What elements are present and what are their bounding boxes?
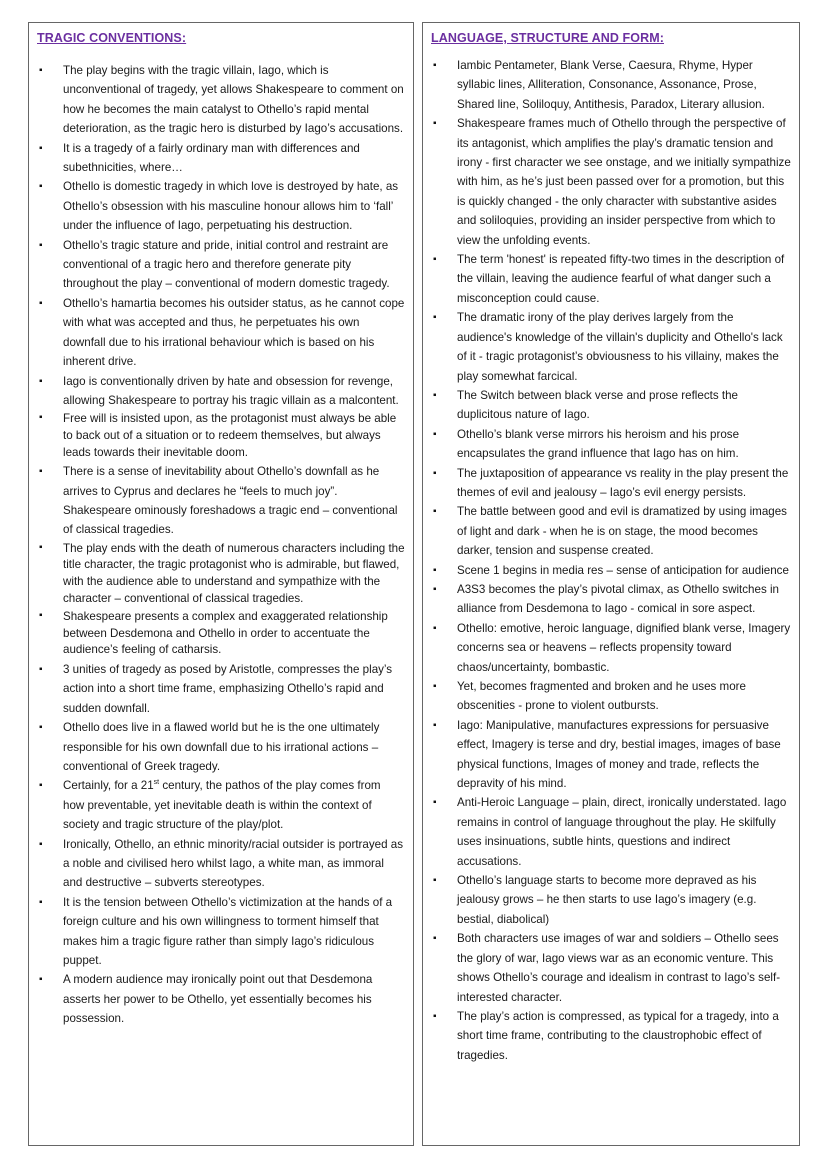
list-item: ▪ Free will is insisted upon, as the protagonist must always be able to back out of a situation or to redeem themselves, but always leads towards their inevitable doom. [37,410,405,462]
language-structure-form-column [422,22,800,1146]
list-item: ▪ Othello’s blank verse mirrors his heroism and his prose encapsulates the grand influence that Iago has on him. [431,425,791,464]
language-structure-form-heading: LANGUAGE, STRUCTURE AND FORM: [431,31,664,45]
list-item: ▪ A modern audience may ironically point out that Desdemona asserts her power to be Othello, yet essentially becomes his possession. [37,970,405,1028]
list-item: ▪ It is the tension between Othello’s victimization at the hands of a foreign culture and his own willingness to torment himself that makes him a tragic figure rather than simply Iago’s ridiculous puppet. [37,893,405,971]
list-item: ▪ The play’s action is compressed, as typical for a tragedy, into a short time frame, contributing to the claustrophobic effect of tragedies. [431,1007,791,1065]
list-item: ▪ Iambic Pentameter, Blank Verse, Caesura, Rhyme, Hyper syllabic lines, Alliteration, Consonance, Assonance, Prose, Shared line, Soliloquy, Antithesis, Paradox, Literary allusion. [431,56,791,114]
list-item: ▪ Anti-Heroic Language – plain, direct, ironically understated. Iago remains in control of language throughout the play. He skilfully uses insinuations, subtle hints, questions and indirect accusations. [431,793,791,871]
list-item: ▪ It is a tragedy of a fairly ordinary man with differences and subethnicities, where… [37,139,405,178]
list-item: ▪ Iago: Manipulative, manufactures expressions for persuasive effect, Imagery is terse and dry, bestial images, images of base physical functions, Images of money and trade, reflects the depravity of his mind. [431,716,791,794]
list-item: ▪ Scene 1 begins in media res – sense of anticipation for audience [431,561,791,580]
list-item: ▪ The juxtaposition of appearance vs reality in the play present the themes of evil and jealousy – Iago’s evil energy persists. [431,464,791,503]
list-item: ▪ The play begins with the tragic villain, Iago, which is unconventional of tragedy, yet allows Shakespeare to comment on how he becomes the main catalyst to Othello’s rapid mental deterioration, as the tragic hero is disturbed by Iago’s accusations. [37,61,405,139]
list-item: ▪ The Switch between black verse and prose reflects the duplicitous nature of Iago. [431,386,791,425]
list-item: ▪ Othello’s hamartia becomes his outsider status, as he cannot cope with what was accepted and thus, he perpetuates his own downfall due to his irrational behaviour which is based on his inherent drive. [37,294,405,372]
list-item: ▪ Certainly, for a 21st century, the pathos of the play comes from how preventable, yet inevitable death is within the context of society and tragic structure of the play/plot. [37,776,405,834]
list-item: ▪ Othello does live in a flawed world but he is the one ultimately responsible for his own downfall due to his irrational actions – conventional of Greek tragedy. [37,718,405,776]
list-item: ▪ Shakespeare frames much of Othello through the perspective of its antagonist, which amplifies the play’s dramatic tension and irony - first character we see onstage, and we initially sympathize with him, as he’s just been passed over for a promotion, but this is quickly changed - the only character with substantive asides and soliloquies, providing an insider perspective from which to view the unfolding events. [431,114,791,250]
list-item: ▪ Othello is domestic tragedy in which love is destroyed by hate, as Othello’s obsession with his masculine honour allows him to ‘fall’ under the influence of Iago, perpetuating his destruction. [37,177,405,235]
tragic-conventions-heading: TRAGIC CONVENTIONS: [37,31,187,45]
language-structure-form-list [431,56,791,1065]
list-item: ▪ Shakespeare presents a complex and exaggerated relationship between Desdemona and Othello in order to accentuate the audience’s feeling of catharsis. [37,608,405,660]
list-item: ▪ Othello: emotive, heroic language, dignified blank verse, Imagery concerns sea or heavens – reflects propensity toward chaos/uncertainty, bombastic. [431,619,791,677]
list-item: ▪ Othello’s language starts to become more depraved as his jealousy grows – he then starts to use Iago’s imagery (e.g. bestial, diabolical) [431,871,791,929]
list-item: ▪ The term 'honest' is repeated fifty-two times in the description of the villain, leaving the audience fearful of what danger such a misconception could cause. [431,250,791,308]
list-item: ▪ Both characters use images of war and soldiers – Othello sees the glory of war, Iago views war as an economic venture. This shows Othello’s courage and idealism in contrast to Iago’s self-interested character. [431,929,791,1007]
list-item: ▪ The battle between good and evil is dramatized by using images of light and dark - when he is on stage, the mood becomes darker, tension and suspense created. [431,502,791,560]
list-item: ▪ Ironically, Othello, an ethnic minority/racial outsider is portrayed as a noble and civilised hero whilst Iago, a white man, as immoral and destructive – subverts stereotypes. [37,835,405,893]
tragic-conventions-column [28,22,414,1146]
list-item: ▪ The play ends with the death of numerous characters including the title character, the tragic protagonist who is admirable, but flawed, with the audience able to understand and sympathize with the character – conventional of classical tragedies. [37,540,405,608]
list-item: ▪ Othello’s tragic stature and pride, initial control and restraint are conventional of a tragic hero and therefore generate pity throughout the play – conventional of modern domestic tragedy. [37,236,405,294]
revision-sheet [28,22,800,1146]
list-item: ▪ The dramatic irony of the play derives largely from the audience's knowledge of the villain's duplicity and Othello's lack of it - tragic protagonist’s obviousness to his villainy, makes the play somewhat farcical. [431,308,791,386]
list-item: ▪ A3S3 becomes the play’s pivotal climax, as Othello switches in alliance from Desdemona to Iago - comical in sore aspect. [431,580,791,619]
tragic-conventions-list [37,61,405,1029]
list-item: ▪ Iago is conventionally driven by hate and obsession for revenge, allowing Shakespeare to portray his tragic villain as a malcontent. [37,372,405,411]
list-item: ▪ 3 unities of tragedy as posed by Aristotle, compresses the play’s action into a short time frame, emphasizing Othello’s rapid and sudden downfall. [37,660,405,718]
list-item: ▪ There is a sense of inevitability about Othello’s downfall as he arrives to Cyprus and declares he “feels to much joy”. Shakespeare ominously foreshadows a tragic end – conventional of classical tragedies. [37,462,405,540]
list-item: ▪ Yet, becomes fragmented and broken and he uses more obscenities - prone to violent outbursts. [431,677,791,716]
